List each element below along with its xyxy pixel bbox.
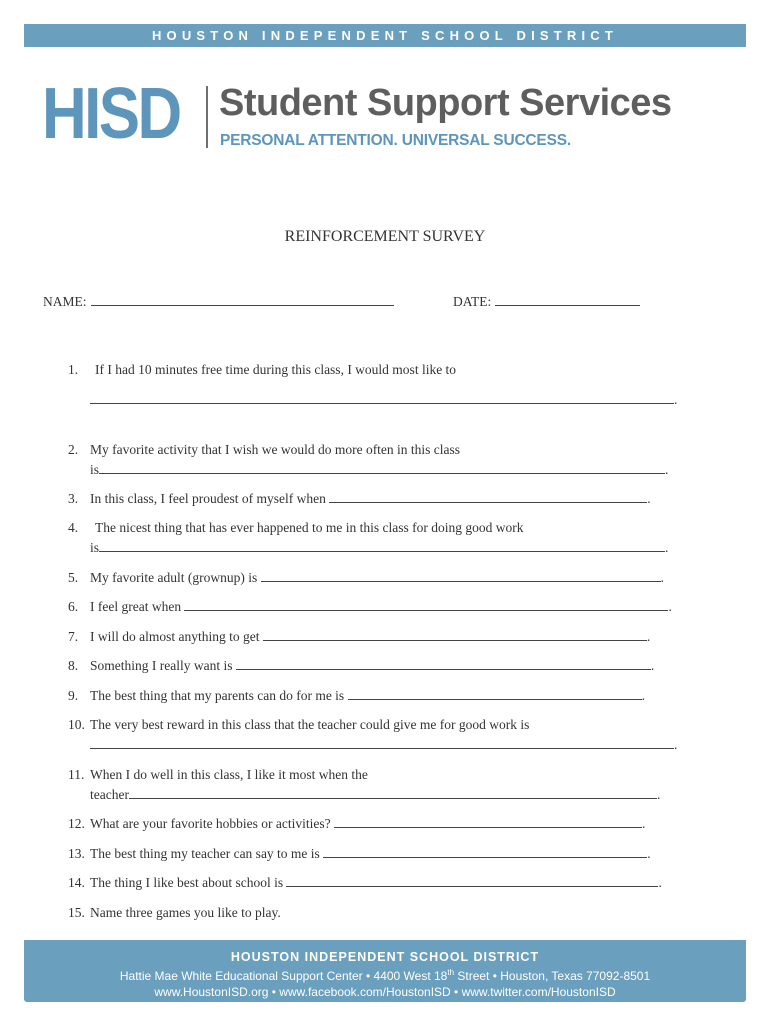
- date-label: DATE:: [453, 294, 492, 309]
- question-text: My favorite adult (grownup) is: [90, 570, 258, 585]
- question-text: Name three games you like to play.: [90, 905, 281, 920]
- question-text: If I had 10 minutes free time during this class, I would most like to: [95, 362, 457, 377]
- answer-line-11[interactable]: teacher .: [90, 787, 661, 802]
- hisd-logo-text: HISD: [42, 74, 180, 154]
- question-text: When I do well in this class, I like it most when the: [90, 767, 368, 782]
- answer-line-8: [236, 657, 651, 670]
- question-text: The best thing my teacher can say to me is: [90, 846, 320, 861]
- answer-line-10[interactable]: .: [90, 735, 677, 754]
- logo-divider: [206, 86, 208, 148]
- answer-line-2[interactable]: is .: [90, 462, 669, 477]
- answer-line-7: [263, 628, 647, 641]
- answer-line-14: [286, 874, 658, 887]
- question-text: What are your favorite hobbies or activities?: [90, 816, 331, 831]
- question-text: The best thing that my parents can do for me is: [90, 688, 345, 703]
- question-text: The nicest thing that has ever happened to me in this class for doing good work: [95, 520, 524, 535]
- question-text: In this class, I feel proudest of myself when: [90, 491, 326, 506]
- answer-line-6: [184, 598, 668, 611]
- answer-line-3: [329, 490, 647, 503]
- logo-tagline: PERSONAL ATTENTION. UNIVERSAL SUCCESS.: [220, 132, 571, 149]
- question-text: The thing I like best about school is: [90, 875, 284, 890]
- name-label: NAME:: [43, 294, 87, 309]
- answer-line-13: [323, 845, 647, 858]
- question-text: Something I really want is: [90, 658, 233, 673]
- date-blank[interactable]: [495, 293, 640, 306]
- logo-title: Student Support Services: [219, 82, 672, 124]
- document-title: REINFORCEMENT SURVEY: [284, 228, 486, 245]
- question-text: The very best reward in this class that the teacher could give me for good work is: [90, 717, 530, 732]
- footer-address: Hattie Mae White Educational Support Center • 4400 West 18th Street • Houston, Texas 77092-8501: [119, 968, 651, 983]
- date-field[interactable]: [453, 293, 640, 310]
- question-text: I feel great when: [90, 599, 182, 614]
- answer-line-4[interactable]: is .: [90, 540, 669, 555]
- name-field[interactable]: [43, 293, 394, 310]
- footer-org: HOUSTON INDEPENDENT SCHOOL DISTRICT: [230, 950, 540, 964]
- answer-line-5: [261, 569, 661, 582]
- answer-line-12: [334, 815, 642, 828]
- question-text: My favorite activity that I wish we would do more often in this class: [90, 442, 461, 457]
- question-text: I will do almost anything to get: [90, 629, 260, 644]
- name-blank[interactable]: [91, 293, 394, 306]
- footer-links[interactable]: www.HoustonISD.org • www.facebook.com/HoustonISD • www.twitter.com/HoustonISD: [154, 985, 616, 999]
- header-banner: HOUSTON INDEPENDENT SCHOOL DISTRICT: [24, 24, 746, 47]
- answer-line-9: [348, 687, 642, 700]
- answer-line-1[interactable]: .: [90, 390, 677, 409]
- footer-banner: [24, 940, 746, 1002]
